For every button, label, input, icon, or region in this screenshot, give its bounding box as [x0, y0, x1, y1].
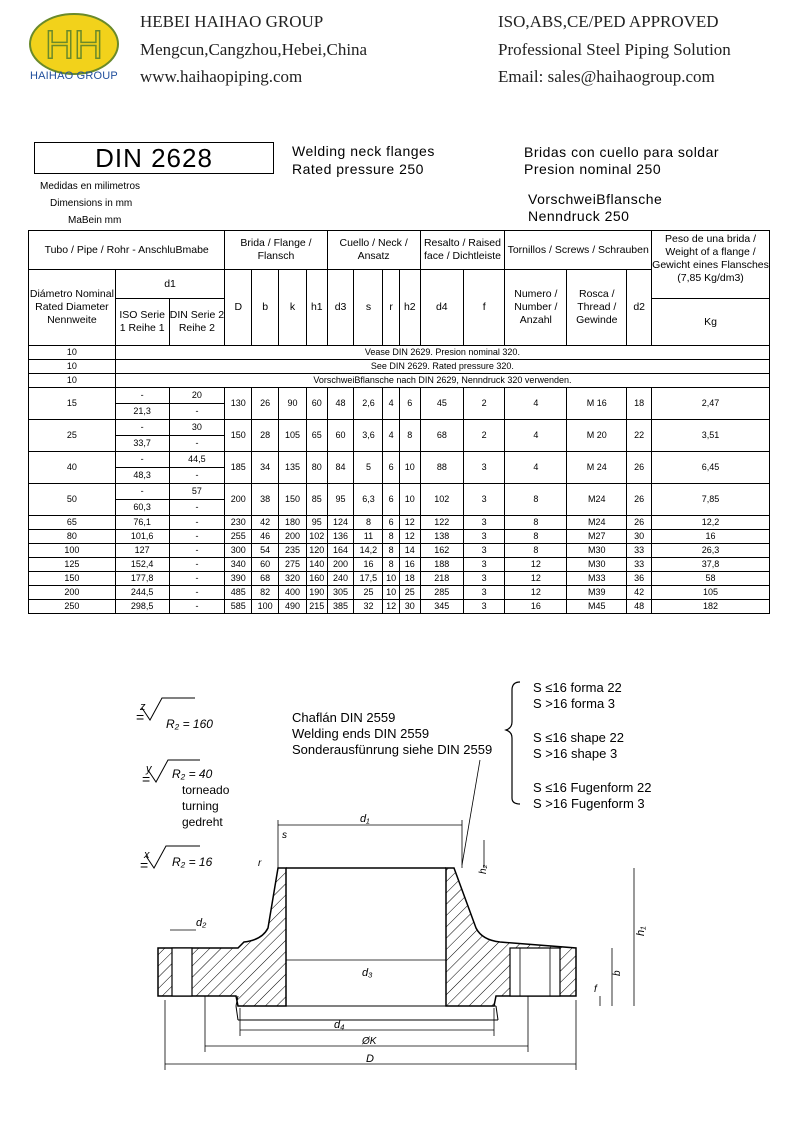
- roughness-y-symbol: [142, 760, 230, 829]
- table-row: [29, 600, 770, 614]
- note-cell: See DIN 2629. Rated pressure 320.: [115, 360, 769, 374]
- k-cell: 180: [279, 516, 307, 530]
- s-cell: 25: [354, 586, 383, 600]
- flange-drawing: [0, 660, 793, 1100]
- r-cell: 4: [383, 420, 400, 452]
- dn-cell: 250: [29, 600, 116, 614]
- d2-cell: 18: [627, 388, 652, 420]
- svg-text:=: =: [142, 771, 151, 787]
- D-cell: 150: [225, 420, 252, 452]
- dn-cell: 15: [29, 388, 116, 420]
- header-d3: d3: [327, 270, 354, 346]
- din-cell: -: [169, 404, 225, 420]
- d2-cell: 33: [627, 558, 652, 572]
- dn-cell: 80: [29, 530, 116, 544]
- f-cell: 3: [464, 452, 505, 484]
- svg-text:=: =: [136, 709, 145, 725]
- s-forma3-text: S >16 forma 3: [533, 696, 616, 711]
- d3-cell: 305: [327, 586, 354, 600]
- thread-cell: M 20: [567, 420, 627, 452]
- note-row: [29, 346, 770, 360]
- d4-cell: 68: [420, 420, 463, 452]
- dn-cell: 125: [29, 558, 116, 572]
- table-row: [29, 516, 770, 530]
- h1-cell: 120: [306, 544, 327, 558]
- dim-d4-label: d₄: [334, 1019, 345, 1031]
- d3-cell: 240: [327, 572, 354, 586]
- d2-cell: 26: [627, 516, 652, 530]
- thread-cell: M39: [567, 586, 627, 600]
- d3-cell: 48: [327, 388, 354, 420]
- note-cell: VorschweiBflansche nach DIN 2629, Nenndruck 320 verwenden.: [115, 374, 769, 388]
- n-cell: 4: [505, 420, 567, 452]
- h1-cell: 60: [306, 388, 327, 420]
- s-cell: 16: [354, 558, 383, 572]
- dim-d2-label: d₂: [196, 917, 207, 929]
- n-cell: 12: [505, 572, 567, 586]
- iso-cell: 101,6: [115, 530, 169, 544]
- d4-cell: 122: [420, 516, 463, 530]
- header-r: r: [383, 270, 400, 346]
- svg-text:=: =: [140, 857, 149, 873]
- iso-cell: 48,3: [115, 468, 169, 484]
- dn-cell: 150: [29, 572, 116, 586]
- header-d4: d4: [420, 270, 463, 346]
- company-website[interactable]: www.haihaopiping.com: [140, 67, 303, 86]
- h1-cell: 65: [306, 420, 327, 452]
- k-cell: 320: [279, 572, 307, 586]
- s-cell: 17,5: [354, 572, 383, 586]
- n-cell: 12: [505, 558, 567, 572]
- header-iso-series: ISO Serie 1 Reihe 1: [115, 299, 169, 346]
- d2-cell: 26: [627, 452, 652, 484]
- b-cell: 38: [252, 484, 279, 516]
- n-cell: 8: [505, 544, 567, 558]
- title-en-2: Rated pressure 250: [292, 161, 424, 177]
- thread-cell: M24: [567, 484, 627, 516]
- d4-cell: 188: [420, 558, 463, 572]
- svg-text:HH: HH: [45, 23, 103, 67]
- d2-cell: 30: [627, 530, 652, 544]
- thread-cell: M27: [567, 530, 627, 544]
- din-cell: -: [169, 436, 225, 452]
- company-name: HEBEI HAIHAO GROUP: [140, 12, 324, 31]
- iso-cell: -: [115, 484, 169, 500]
- b-cell: 28: [252, 420, 279, 452]
- din-cell: -: [169, 572, 225, 586]
- iso-cell: 76,1: [115, 516, 169, 530]
- header-pipe: Tubo / Pipe / Rohr - AnschluBmabe: [29, 231, 225, 270]
- kg-cell: 7,85: [652, 484, 770, 516]
- b-cell: 68: [252, 572, 279, 586]
- standard-title: DIN 2628: [34, 142, 274, 174]
- h2-cell: 16: [399, 558, 420, 572]
- k-cell: 275: [279, 558, 307, 572]
- dn-cell: 10: [29, 374, 116, 388]
- k-cell: 490: [279, 600, 307, 614]
- d3-cell: 136: [327, 530, 354, 544]
- d3-cell: 95: [327, 484, 354, 516]
- header-h1: h1: [306, 270, 327, 346]
- h2-cell: 25: [399, 586, 420, 600]
- din-cell: -: [169, 544, 225, 558]
- h2-cell: 10: [399, 484, 420, 516]
- header-thread: Rosca / Thread / Gewinde: [567, 270, 627, 346]
- D-cell: 300: [225, 544, 252, 558]
- d2-cell: 48: [627, 600, 652, 614]
- k-cell: 400: [279, 586, 307, 600]
- header-k: k: [279, 270, 307, 346]
- D-cell: 200: [225, 484, 252, 516]
- roughness-x-symbol: [140, 846, 213, 873]
- d4-cell: 88: [420, 452, 463, 484]
- flange-section: [158, 868, 576, 1020]
- h1-cell: 160: [306, 572, 327, 586]
- D-cell: 130: [225, 388, 252, 420]
- h1-cell: 190: [306, 586, 327, 600]
- r-cell: 10: [383, 586, 400, 600]
- f-cell: 2: [464, 388, 505, 420]
- n-cell: 4: [505, 388, 567, 420]
- h2-cell: 6: [399, 388, 420, 420]
- d2-cell: 42: [627, 586, 652, 600]
- D-cell: 390: [225, 572, 252, 586]
- s-cell: 11: [354, 530, 383, 544]
- s-cell: 2,6: [354, 388, 383, 420]
- f-cell: 3: [464, 516, 505, 530]
- s-cell: 32: [354, 600, 383, 614]
- kg-cell: 3,51: [652, 420, 770, 452]
- s-cell: 8: [354, 516, 383, 530]
- header-number: Numero / Number / Anzahl: [505, 270, 567, 346]
- h2-cell: 12: [399, 530, 420, 544]
- dim-h2-label: h₂: [478, 864, 489, 874]
- dn-cell: 10: [29, 360, 116, 374]
- D-cell: 485: [225, 586, 252, 600]
- roughness-z-symbol: [136, 698, 213, 731]
- sonder-text: Sonderausfünrung siehe DIN 2559: [292, 742, 493, 757]
- logo-text: HAIHAO GROUP: [30, 70, 118, 82]
- r-cell: 8: [383, 558, 400, 572]
- f-cell: 3: [464, 586, 505, 600]
- din-cell: 44,5: [169, 452, 225, 468]
- d2-cell: 26: [627, 484, 652, 516]
- dn-cell: 50: [29, 484, 116, 516]
- d3-cell: 385: [327, 600, 354, 614]
- thread-cell: M30: [567, 544, 627, 558]
- d2-cell: 36: [627, 572, 652, 586]
- roughness-x-label: x: [144, 849, 150, 861]
- D-cell: 185: [225, 452, 252, 484]
- din-cell: 30: [169, 420, 225, 436]
- letterhead: [0, 0, 793, 100]
- header-s: s: [354, 270, 383, 346]
- r-cell: 8: [383, 530, 400, 544]
- r-cell: 6: [383, 516, 400, 530]
- kg-cell: 105: [652, 586, 770, 600]
- turning-text: turning: [182, 799, 219, 813]
- s-cell: 5: [354, 452, 383, 484]
- s-cell: 6,3: [354, 484, 383, 516]
- table-row: [29, 388, 770, 404]
- dim-D-label: D: [366, 1053, 374, 1065]
- iso-cell: 127: [115, 544, 169, 558]
- s-fugen22-text: S ≤16 Fugenform 22: [533, 780, 652, 795]
- d4-cell: 345: [420, 600, 463, 614]
- d3-cell: 124: [327, 516, 354, 530]
- din-cell: -: [169, 500, 225, 516]
- f-cell: 3: [464, 530, 505, 544]
- r-cell: 10: [383, 572, 400, 586]
- dn-cell: 25: [29, 420, 116, 452]
- n-cell: 8: [505, 484, 567, 516]
- table-row: [29, 420, 770, 436]
- iso-cell: 60,3: [115, 500, 169, 516]
- kg-cell: 182: [652, 600, 770, 614]
- header-h2: h2: [399, 270, 420, 346]
- dim-d3-label: d₃: [362, 967, 373, 979]
- roughness-y-label: y: [146, 763, 152, 775]
- r-cell: 4: [383, 388, 400, 420]
- d4-cell: 102: [420, 484, 463, 516]
- h1-cell: 85: [306, 484, 327, 516]
- s-forma22-text: S ≤16 forma 22: [533, 680, 622, 695]
- iso-cell: -: [115, 388, 169, 404]
- h2-cell: 10: [399, 452, 420, 484]
- welding-ends-text: Welding ends DIN 2559: [292, 726, 430, 741]
- rz40-text: R₂ = 40: [172, 767, 213, 781]
- k-cell: 200: [279, 530, 307, 544]
- d3-cell: 200: [327, 558, 354, 572]
- title-en-1: Welding neck flanges: [292, 143, 435, 159]
- f-cell: 3: [464, 544, 505, 558]
- iso-cell: 21,3: [115, 404, 169, 420]
- dim-h1-label: h₁: [635, 926, 647, 936]
- header-neck: Cuello / Neck / Ansatz: [327, 231, 420, 270]
- iso-cell: 33,7: [115, 436, 169, 452]
- s-fugen3-text: S >16 Fugenform 3: [533, 796, 645, 811]
- d3-cell: 60: [327, 420, 354, 452]
- r-cell: 8: [383, 544, 400, 558]
- b-cell: 60: [252, 558, 279, 572]
- f-cell: 3: [464, 558, 505, 572]
- r-cell: 6: [383, 452, 400, 484]
- thread-cell: M33: [567, 572, 627, 586]
- D-cell: 230: [225, 516, 252, 530]
- title-es-1: Bridas con cuello para soldar: [524, 144, 720, 160]
- n-cell: 12: [505, 586, 567, 600]
- s-shape3-text: S >16 shape 3: [533, 746, 618, 761]
- header-raised-face: Resalto / Raised face / Dichtleiste: [420, 231, 505, 270]
- s-cell: 3,6: [354, 420, 383, 452]
- header-d2: d2: [627, 270, 652, 346]
- header-screws: Tornillos / Screws / Schrauben: [505, 231, 652, 270]
- roughness-z-label: z: [140, 701, 146, 713]
- torneado-text: torneado: [182, 783, 230, 797]
- h1-cell: 102: [306, 530, 327, 544]
- dim-r-label: r: [258, 858, 262, 869]
- table-row: [29, 530, 770, 544]
- dn-cell: 10: [29, 346, 116, 360]
- thread-cell: M30: [567, 558, 627, 572]
- table-row: [29, 572, 770, 586]
- kg-cell: 12,2: [652, 516, 770, 530]
- h1-cell: 80: [306, 452, 327, 484]
- kg-cell: 37,8: [652, 558, 770, 572]
- k-cell: 90: [279, 388, 307, 420]
- company-email[interactable]: Email: sales@haihaogroup.com: [498, 67, 715, 86]
- kg-cell: 58: [652, 572, 770, 586]
- n-cell: 8: [505, 530, 567, 544]
- iso-cell: 152,4: [115, 558, 169, 572]
- din-cell: -: [169, 468, 225, 484]
- dn-cell: 100: [29, 544, 116, 558]
- table-row: [29, 558, 770, 572]
- brace-icon: [506, 682, 520, 804]
- title-de-2: Nenndruck 250: [528, 208, 630, 224]
- gedreht-text: gedreht: [182, 815, 223, 829]
- din-cell: -: [169, 600, 225, 614]
- r-cell: 12: [383, 600, 400, 614]
- h2-cell: 18: [399, 572, 420, 586]
- dim-b-label: b: [612, 970, 623, 976]
- iso-cell: -: [115, 452, 169, 468]
- d3-cell: 164: [327, 544, 354, 558]
- din-cell: -: [169, 516, 225, 530]
- din-cell: 20: [169, 388, 225, 404]
- h2-cell: 14: [399, 544, 420, 558]
- thread-cell: M45: [567, 600, 627, 614]
- d4-cell: 138: [420, 530, 463, 544]
- din-cell: -: [169, 586, 225, 600]
- dim-d1-label: d₁: [360, 813, 370, 825]
- f-cell: 3: [464, 600, 505, 614]
- iso-cell: 177,8: [115, 572, 169, 586]
- dn-cell: 200: [29, 586, 116, 600]
- dim-k-label: ØK: [362, 1036, 377, 1047]
- b-cell: 26: [252, 388, 279, 420]
- d2-cell: 22: [627, 420, 652, 452]
- k-cell: 150: [279, 484, 307, 516]
- s-cell: 14,2: [354, 544, 383, 558]
- thread-cell: M 24: [567, 452, 627, 484]
- note-cell: Vease DIN 2629. Presion nominal 320.: [115, 346, 769, 360]
- iso-cell: 298,5: [115, 600, 169, 614]
- d3-cell: 84: [327, 452, 354, 484]
- d4-cell: 218: [420, 572, 463, 586]
- kg-cell: 2,47: [652, 388, 770, 420]
- rz16-text: R₂ = 16: [172, 855, 213, 869]
- title-es-2: Presion nominal 250: [524, 161, 662, 177]
- din-cell: 57: [169, 484, 225, 500]
- b-cell: 42: [252, 516, 279, 530]
- d4-cell: 285: [420, 586, 463, 600]
- k-cell: 235: [279, 544, 307, 558]
- n-cell: 8: [505, 516, 567, 530]
- d4-cell: 45: [420, 388, 463, 420]
- header-din-series: DIN Serie 2 Reihe 2: [169, 299, 225, 346]
- h2-cell: 12: [399, 516, 420, 530]
- dimension-lines: [165, 820, 634, 1070]
- company-address: Mengcun,Cangzhou,Hebei,China: [140, 40, 368, 59]
- D-cell: 585: [225, 600, 252, 614]
- note-row: [29, 374, 770, 388]
- D-cell: 340: [225, 558, 252, 572]
- slogan-text: Professional Steel Piping Solution: [498, 40, 731, 59]
- d2-cell: 33: [627, 544, 652, 558]
- dimensions-es: Medidas en milimetros: [40, 181, 141, 192]
- D-cell: 255: [225, 530, 252, 544]
- header-nominal-diameter: Diámetro Nominal Rated Diameter Nennweite: [29, 270, 116, 346]
- header-weight: Peso de una brida / Weight of a flange / Gewicht eines Flansches (7,85 Kg/dm3): [652, 231, 770, 299]
- table-row: [29, 452, 770, 468]
- dn-cell: 65: [29, 516, 116, 530]
- approval-text: ISO,ABS,CE/PED APPROVED: [498, 12, 719, 31]
- dimensions-de: MaBein mm: [68, 215, 122, 226]
- b-cell: 82: [252, 586, 279, 600]
- table-row: [29, 586, 770, 600]
- b-cell: 100: [252, 600, 279, 614]
- header-flange: Brida / Flange / Flansch: [225, 231, 327, 270]
- chaflan-text: Chaflán DIN 2559: [292, 710, 396, 725]
- header-d1: d1: [115, 270, 225, 299]
- h1-cell: 95: [306, 516, 327, 530]
- iso-cell: -: [115, 420, 169, 436]
- b-cell: 34: [252, 452, 279, 484]
- k-cell: 135: [279, 452, 307, 484]
- dn-cell: 40: [29, 452, 116, 484]
- dim-f-label: f: [594, 984, 597, 995]
- s-shape22-text: S ≤16 shape 22: [533, 730, 624, 745]
- header-f: f: [464, 270, 505, 346]
- h1-cell: 140: [306, 558, 327, 572]
- h2-cell: 8: [399, 420, 420, 452]
- dim-s-label: s: [282, 830, 287, 841]
- header-D: D: [225, 270, 252, 346]
- n-cell: 4: [505, 452, 567, 484]
- din-cell: -: [169, 530, 225, 544]
- title-de-1: VorschweiBflansche: [528, 191, 663, 207]
- kg-cell: 16: [652, 530, 770, 544]
- dimensions-table: [28, 230, 770, 614]
- k-cell: 105: [279, 420, 307, 452]
- n-cell: 16: [505, 600, 567, 614]
- header-b: b: [252, 270, 279, 346]
- f-cell: 3: [464, 484, 505, 516]
- d4-cell: 162: [420, 544, 463, 558]
- dimensions-en: Dimensions in mm: [50, 198, 133, 209]
- f-cell: 3: [464, 572, 505, 586]
- f-cell: 2: [464, 420, 505, 452]
- note-row: [29, 360, 770, 374]
- table-row: [29, 544, 770, 558]
- h1-cell: 215: [306, 600, 327, 614]
- kg-cell: 26,3: [652, 544, 770, 558]
- thread-cell: M24: [567, 516, 627, 530]
- r-cell: 6: [383, 484, 400, 516]
- rz160-text: R₂ = 160: [166, 717, 213, 731]
- table-row: [29, 484, 770, 500]
- b-cell: 46: [252, 530, 279, 544]
- kg-cell: 6,45: [652, 452, 770, 484]
- din-cell: -: [169, 558, 225, 572]
- b-cell: 54: [252, 544, 279, 558]
- iso-cell: 244,5: [115, 586, 169, 600]
- h2-cell: 30: [399, 600, 420, 614]
- header-kg: Kg: [652, 299, 770, 346]
- thread-cell: M 16: [567, 388, 627, 420]
